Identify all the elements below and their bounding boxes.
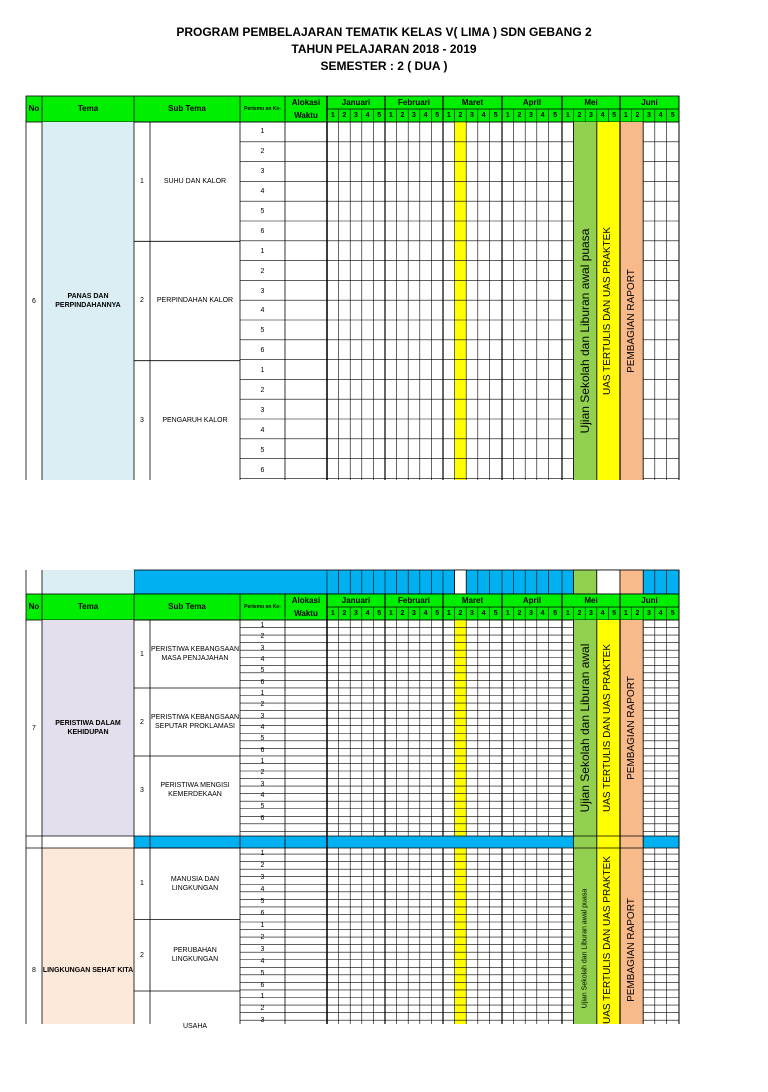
meeting-number: 1 — [260, 850, 265, 858]
subtema-name: USAHA — [182, 1023, 208, 1031]
header-week: 3 — [470, 610, 474, 617]
meeting-number: 3 — [260, 712, 265, 720]
title-line-3: SEMESTER : 2 ( DUA ) — [320, 59, 448, 73]
meeting-number: 4 — [260, 957, 265, 965]
header-week: 2 — [635, 610, 640, 617]
header-week: 2 — [458, 610, 463, 617]
tema-name: PERISTIWA DALAM KEHIDUPAN — [55, 720, 121, 736]
title-line-2: TAHUN PELAJARAN 2018 - 2019 — [291, 42, 477, 56]
header-month: April — [522, 97, 542, 107]
header-month: April — [522, 595, 542, 605]
header-week: 5 — [377, 112, 382, 119]
meeting-number: 3 — [260, 874, 265, 882]
tema-number: 8 — [32, 966, 36, 974]
header-week: 2 — [342, 610, 347, 617]
subtema-number: 2 — [140, 951, 144, 959]
header-week: 2 — [577, 610, 582, 617]
header-month: Mei — [584, 97, 598, 107]
header-week: 2 — [577, 112, 582, 119]
meeting-number: 5 — [260, 898, 265, 906]
meeting-number: 2 — [260, 701, 265, 709]
header-week: 4 — [365, 610, 370, 617]
meeting-number: 5 — [260, 446, 265, 454]
header-week: 4 — [540, 112, 545, 119]
tema-name: LINGKUNGAN SEHAT KITA — [42, 966, 134, 974]
header-month: Maret — [461, 595, 484, 605]
meeting-number: 1 — [260, 128, 265, 136]
meeting-number: 2 — [260, 633, 265, 641]
meeting-number: 4 — [260, 426, 265, 434]
header-no: No — [28, 602, 40, 611]
header-alokasi: Alokasi — [291, 595, 321, 605]
header-pertemuan: Pertemu an Ke- — [244, 603, 281, 610]
header-week: 5 — [670, 610, 675, 617]
header-week: 5 — [377, 610, 382, 617]
meeting-number: 6 — [260, 910, 265, 918]
header-subtema: Sub Tema — [168, 602, 206, 611]
meeting-number: 4 — [260, 724, 265, 732]
meeting-number: 4 — [260, 656, 265, 664]
header-month: Januari — [341, 595, 371, 605]
header-week: 5 — [493, 610, 498, 617]
header-waktu: Waktu — [294, 608, 318, 618]
header-alokasi: Alokasi — [291, 97, 321, 107]
meeting-number: 1 — [260, 622, 265, 630]
uas-label: UAS TERTULIS DAN UAS PRAKTEK — [602, 227, 614, 396]
meeting-number: 6 — [260, 466, 265, 474]
meeting-number: 6 — [260, 814, 265, 822]
header-week: 4 — [658, 610, 663, 617]
header-week: 5 — [612, 112, 617, 119]
header-week: 2 — [517, 112, 522, 119]
header-waktu: Waktu — [294, 110, 318, 120]
meeting-number: 5 — [260, 667, 265, 675]
subtema-number: 3 — [140, 786, 144, 794]
subtema-number: 3 — [140, 416, 144, 424]
subtema-name: PENGARUH KALOR — [162, 416, 228, 424]
header-month: Mei — [584, 595, 598, 605]
meeting-number: 1 — [260, 758, 265, 766]
header-week: 1 — [330, 112, 335, 119]
header-week: 3 — [412, 610, 416, 617]
subtema-name: MANUSIA DAN LINGKUNGAN — [170, 875, 220, 892]
meeting-number: 2 — [260, 148, 265, 156]
raport-label: PEMBAGIAN RAPORT — [625, 269, 637, 373]
header-week: 1 — [446, 610, 451, 617]
meeting-number: 5 — [260, 207, 265, 215]
meeting-number: 5 — [260, 735, 265, 743]
meeting-number: 3 — [260, 945, 265, 953]
meeting-number: 2 — [260, 862, 265, 870]
header-week: 2 — [342, 112, 347, 119]
subtema-name: PERUBAHAN LINGKUNGAN — [171, 947, 219, 964]
subtema-number: 1 — [140, 880, 144, 888]
meeting-number: 4 — [260, 188, 265, 196]
header-month: Juni — [641, 97, 658, 107]
header-week: 2 — [400, 610, 405, 617]
tema-number: 6 — [32, 297, 36, 305]
meeting-number: 1 — [260, 690, 265, 698]
meeting-number: 4 — [260, 886, 265, 894]
subtema-name: PERISTIWA KEBANGSAAN MASA PENJAJAHAN — [150, 646, 240, 662]
header-week: 1 — [565, 610, 570, 617]
header-week: 5 — [435, 112, 440, 119]
header-week: 1 — [505, 112, 510, 119]
meeting-number: 6 — [260, 746, 265, 754]
meeting-number: 2 — [260, 933, 265, 941]
header-week: 1 — [505, 610, 510, 617]
header-week: 4 — [423, 112, 428, 119]
header-week: 4 — [540, 610, 545, 617]
header-month: Maret — [461, 97, 484, 107]
meeting-number: 3 — [260, 780, 265, 788]
header-week: 3 — [529, 610, 533, 617]
tema-name: PANAS DAN PERPINDAHANNYA — [55, 293, 121, 309]
meeting-number: 4 — [260, 307, 265, 315]
header-week: 3 — [589, 112, 593, 119]
subtema-number: 1 — [140, 178, 144, 186]
header-week: 1 — [330, 610, 335, 617]
header-week: 5 — [435, 610, 440, 617]
meeting-number: 2 — [260, 1005, 265, 1013]
meeting-number: 6 — [260, 981, 265, 989]
subtema-name: PERPINDAHAN KALOR — [156, 297, 234, 305]
meeting-number: 2 — [260, 769, 265, 777]
meeting-number: 3 — [260, 406, 265, 414]
meeting-number: 6 — [260, 347, 265, 355]
header-tema: Tema — [77, 602, 99, 611]
header-week: 4 — [423, 610, 428, 617]
ujian-label: Ujian Sekolah dan Liburan awal puasa — [578, 228, 593, 434]
meeting-number: 5 — [260, 803, 265, 811]
header-week: 1 — [446, 112, 451, 119]
header-week: 5 — [553, 112, 558, 119]
meeting-number: 3 — [260, 1017, 265, 1025]
header-week: 3 — [647, 610, 651, 617]
header-subtema: Sub Tema — [168, 104, 206, 113]
header-week: 2 — [635, 112, 640, 119]
header-week: 2 — [517, 610, 522, 617]
subtema-number — [134, 991, 150, 1063]
header-week: 3 — [354, 610, 358, 617]
header-week: 4 — [365, 112, 370, 119]
header-month: Januari — [341, 97, 371, 107]
header-week: 1 — [623, 610, 628, 617]
meeting-number: 3 — [260, 644, 265, 652]
header-tema: Tema — [77, 104, 99, 113]
meeting-number: 3 — [260, 287, 265, 295]
meeting-number: 2 — [260, 267, 265, 275]
meeting-number: 6 — [260, 678, 265, 686]
header-month: Februari — [397, 595, 430, 605]
header-week: 3 — [529, 112, 533, 119]
header-week: 4 — [600, 112, 605, 119]
header-week: 1 — [623, 112, 628, 119]
meeting-number: 1 — [260, 921, 265, 929]
subtema-name: PERISTIWA KEBANGSAAN SEPUTAR PROKLAMASI — [150, 714, 240, 730]
header-week: 2 — [458, 112, 463, 119]
meeting-number: 3 — [260, 168, 265, 176]
header-week: 4 — [481, 610, 486, 617]
header-week: 2 — [400, 112, 405, 119]
meeting-number: 5 — [260, 969, 265, 977]
title-line-1: PROGRAM PEMBELAJARAN TEMATIK KELAS V( LIMA ) SDN GEBANG 2 — [176, 25, 592, 39]
header-week: 4 — [600, 610, 605, 617]
header-week: 5 — [553, 610, 558, 617]
subtema-number: 2 — [140, 718, 144, 726]
header-week: 3 — [589, 610, 593, 617]
raport-label: PEMBAGIAN RAPORT — [625, 898, 637, 1002]
header-month: Februari — [397, 97, 430, 107]
subtema-name: SUHU DAN KALOR — [163, 178, 227, 186]
meeting-number: 4 — [260, 792, 265, 800]
meeting-number: 5 — [260, 327, 265, 335]
tema-number: 7 — [32, 724, 36, 732]
header-no: No — [28, 104, 40, 113]
subtema-number: 1 — [140, 650, 144, 658]
header-week: 3 — [412, 112, 416, 119]
header-week: 4 — [481, 112, 486, 119]
meeting-number: 1 — [260, 993, 265, 1001]
ujian-label: Ujian Sekolah dan Liburan awal puasa — [581, 888, 589, 1008]
header-week: 3 — [470, 112, 474, 119]
header-week: 1 — [388, 112, 393, 119]
header-week: 5 — [612, 610, 617, 617]
meeting-number: 6 — [260, 227, 265, 235]
subtema-name: PERISTIWA MENGISI KEMERDEKAAN — [160, 782, 230, 798]
uas-label: UAS TERTULIS DAN UAS PRAKTEK — [602, 644, 614, 813]
header-week: 4 — [658, 112, 663, 119]
header-month: Juni — [641, 595, 658, 605]
uas-label: UAS TERTULIS DAN UAS PRAKTEK — [602, 856, 614, 1025]
meeting-number: 1 — [260, 247, 265, 255]
header-week: 1 — [565, 112, 570, 119]
header-week: 5 — [670, 112, 675, 119]
header-week: 1 — [388, 610, 393, 617]
subtema-number: 2 — [140, 297, 144, 305]
header-week: 3 — [647, 112, 651, 119]
header-pertemuan: Pertemu an Ke- — [244, 105, 281, 112]
header-week: 5 — [493, 112, 498, 119]
meeting-number: 1 — [260, 367, 265, 375]
meeting-number: 2 — [260, 386, 265, 394]
ujian-label: Ujian Sekolah dan Liburan awal — [578, 643, 593, 813]
raport-label: PEMBAGIAN RAPORT — [625, 676, 637, 780]
header-week: 3 — [354, 112, 358, 119]
